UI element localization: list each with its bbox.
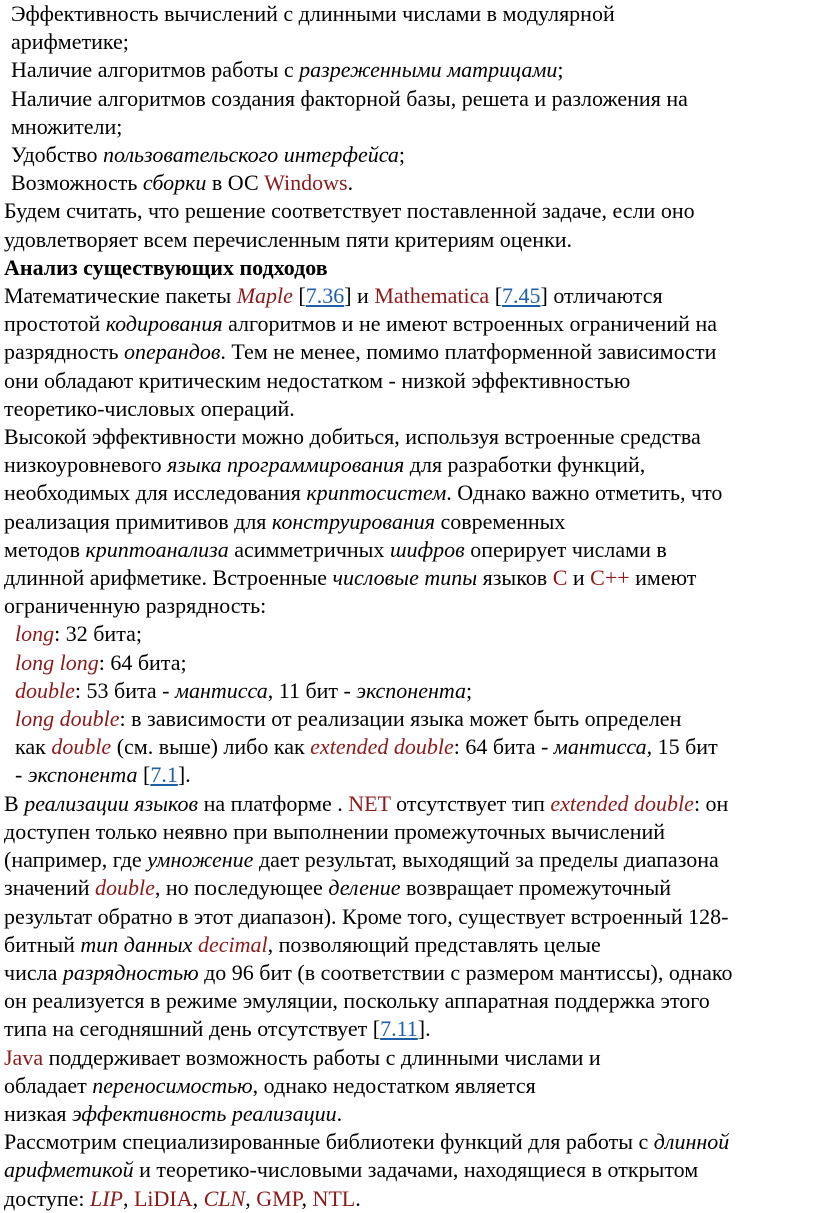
term-extended-double[interactable]: extended double bbox=[310, 734, 454, 760]
term-impl-efficiency[interactable]: эффективность реализации bbox=[71, 1100, 337, 1126]
criterion-build: Возможность сборки в ОС Windows. bbox=[11, 170, 354, 196]
type-long: long: 32 бита; bbox=[15, 621, 142, 647]
term-maple[interactable]: Maple bbox=[236, 283, 293, 309]
p5-line-1: Рассмотрим специализированные библиотеки функций для работы с длинной bbox=[4, 1129, 730, 1155]
term-mantissa-2[interactable]: мантисса bbox=[553, 734, 647, 760]
term-long-long[interactable]: long long bbox=[15, 649, 99, 675]
term-programming-language[interactable]: языка программирования bbox=[167, 452, 405, 478]
p2-line-1: Высокой эффективности можно добиться, используя встроенные средства bbox=[4, 424, 701, 450]
term-windows[interactable]: Windows bbox=[264, 170, 348, 196]
term-java[interactable]: Java bbox=[4, 1044, 44, 1070]
p4-line-1: Java поддерживает возможность работы с длинными числами и bbox=[4, 1044, 601, 1070]
intro-line-1: Будем считать, что решение соответствует поставленной задаче, если оно bbox=[4, 198, 695, 224]
type-long-double-cont-1: как double (см. выше) либо как extended double: 64 бита - мантисса, 15 бит bbox=[15, 734, 718, 760]
type-double: double: 53 бита - мантисса, 11 бит - экспонента; bbox=[15, 677, 473, 703]
term-cpp[interactable]: C++ bbox=[590, 565, 630, 591]
term-mantissa[interactable]: мантисса bbox=[174, 677, 268, 703]
term-double-2[interactable]: double bbox=[95, 875, 155, 901]
ref-link-7-36[interactable]: 7.36 bbox=[305, 283, 345, 309]
term-user-interface[interactable]: пользовательского интерфейса bbox=[103, 142, 399, 168]
p1-line-4: они обладают критическим недостатком - низкой эффективностью bbox=[4, 367, 631, 393]
term-c[interactable]: C bbox=[552, 565, 568, 591]
term-cryptoanalysis[interactable]: криптоанализа bbox=[85, 536, 229, 562]
p1-line-1: Математические пакеты Maple [7.36] и Mathematica [7.45] отличаются bbox=[4, 283, 663, 309]
term-cln[interactable]: CLN bbox=[203, 1185, 246, 1211]
p5-line-2: арифметикой и теоретико-числовыми задачами, находящиеся в открытом bbox=[4, 1157, 699, 1183]
term-long-arith-2[interactable]: арифметикой bbox=[4, 1157, 134, 1183]
term-net[interactable]: NET bbox=[348, 790, 391, 816]
section-heading: Анализ существующих подходов bbox=[4, 254, 328, 280]
term-long-double[interactable]: long double bbox=[15, 706, 120, 732]
type-long-long: long long: 64 бита; bbox=[15, 649, 187, 675]
term-language-impl[interactable]: реализации языков bbox=[24, 790, 199, 816]
intro-line-2: удовлетворяет всем перечисленным пяти критериям оценки. bbox=[4, 226, 573, 252]
p2-line-2: низкоуровневого языка программирования для разработки функций, bbox=[4, 452, 646, 478]
criterion-factor-cont: множители; bbox=[11, 113, 123, 139]
term-coding[interactable]: кодирования bbox=[105, 311, 223, 337]
term-double-ref[interactable]: double bbox=[51, 734, 112, 760]
term-build[interactable]: сборки bbox=[142, 170, 207, 196]
term-gmp[interactable]: GMP bbox=[256, 1185, 302, 1211]
term-mathematica[interactable]: Mathematica bbox=[374, 283, 490, 309]
p3-line-2: доступен только неявно при выполнении промежуточных вычислений bbox=[4, 818, 666, 844]
p3-line-1: В реализации языков на платформе . NET отсутствует тип extended double: он bbox=[4, 790, 729, 816]
term-decimal[interactable]: decimal bbox=[197, 931, 268, 957]
p2-line-7: ограниченную разрядность: bbox=[4, 593, 267, 619]
p1-line-5: теоретико-числовых операций. bbox=[4, 395, 295, 421]
p3-line-3: (например, где умножение дает результат, выходящий за пределы диапазона bbox=[4, 847, 719, 873]
p3-line-9: типа на сегодняшний день отсутствует [7.11]. bbox=[4, 1016, 431, 1042]
p3-line-4: значений double, но последующее деление возвращает промежуточный bbox=[4, 875, 672, 901]
term-long[interactable]: long bbox=[15, 621, 55, 647]
p2-line-4: реализация примитивов для конструирования современных bbox=[4, 508, 566, 534]
term-double[interactable]: double bbox=[15, 677, 75, 703]
term-multiplication[interactable]: умножение bbox=[147, 847, 254, 873]
p2-line-5: методов криптоанализа асимметричных шифров оперирует числами в bbox=[4, 536, 667, 562]
criterion-factor: Наличие алгоритмов создания факторной базы, решета и разложения на bbox=[11, 85, 688, 111]
p1-line-2: простотой кодирования алгоритмов и не имеют встроенных ограничений на bbox=[4, 311, 717, 337]
ref-link-7-45[interactable]: 7.45 bbox=[502, 283, 541, 309]
term-exponent[interactable]: экспонента bbox=[356, 677, 467, 703]
term-operands[interactable]: операндов bbox=[124, 339, 221, 365]
term-exponent-2[interactable]: экспонента bbox=[27, 762, 138, 788]
p4-line-3: низкая эффективность реализации. bbox=[4, 1100, 343, 1126]
term-numeric-types[interactable]: числовые типы bbox=[332, 565, 478, 591]
term-data-type[interactable]: тип данных bbox=[80, 931, 193, 957]
p3-line-5: результат обратно в этот диапазон). Кроме того, существует встроенный 128- bbox=[4, 903, 729, 929]
term-lip[interactable]: LIP bbox=[89, 1185, 123, 1211]
p1-line-3: разрядность операндов. Тем не менее, помимо платформенной зависимости bbox=[4, 339, 717, 365]
criterion-efficiency-cont: арифметике; bbox=[11, 29, 129, 55]
p3-line-7: числа разрядностью до 96 бит (в соответствии с размером мантиссы), однако bbox=[4, 959, 733, 985]
term-sparse-matrices[interactable]: разреженными матрицами bbox=[299, 57, 558, 83]
ref-link-7-11[interactable]: 7.11 bbox=[380, 1016, 418, 1042]
p5-line-3: доступе: LIP, LiDIA, CLN, GMP, NTL. bbox=[4, 1185, 361, 1211]
term-long-arith-1[interactable]: длинной bbox=[653, 1129, 730, 1155]
ref-link-7-1[interactable]: 7.1 bbox=[150, 762, 178, 788]
type-long-double-cont-2: - экспонента [7.1]. bbox=[15, 762, 191, 788]
term-division[interactable]: деление bbox=[328, 875, 401, 901]
p3-line-8: он реализуется в режиме эмуляции, поскольку аппаратная поддержка этого bbox=[4, 988, 710, 1014]
criterion-efficiency: Эффективность вычислений с длинными числами в модулярной bbox=[11, 1, 615, 26]
p3-line-6: битный тип данных decimal, позволяющий представлять целые bbox=[4, 931, 601, 957]
p4-line-2: обладает переносимостью, однако недостатком является bbox=[4, 1072, 536, 1098]
type-long-double: long double: в зависимости от реализации языка может быть определен bbox=[15, 706, 682, 732]
criterion-sparse: Наличие алгоритмов работы с разреженными матрицами; bbox=[11, 57, 564, 83]
term-extended-double-2[interactable]: extended double bbox=[550, 790, 694, 816]
term-lidia[interactable]: LiDIA bbox=[133, 1185, 193, 1211]
p2-line-6: длинной арифметике. Встроенные числовые типы языков C и C++ имеют bbox=[4, 565, 697, 591]
term-portability[interactable]: переносимостью bbox=[92, 1072, 253, 1098]
term-ciphers[interactable]: шифров bbox=[389, 536, 465, 562]
term-constructing[interactable]: конструирования bbox=[271, 508, 435, 534]
term-cryptosystems[interactable]: криптосистем bbox=[306, 480, 447, 506]
criterion-ui: Удобство пользовательского интерфейса; bbox=[11, 142, 406, 168]
term-bit-width[interactable]: разрядностью bbox=[62, 959, 199, 985]
term-ntl[interactable]: NTL bbox=[312, 1185, 356, 1211]
p2-line-3: необходимых для исследования криптосистем. Однако важно отметить, что bbox=[4, 480, 723, 506]
